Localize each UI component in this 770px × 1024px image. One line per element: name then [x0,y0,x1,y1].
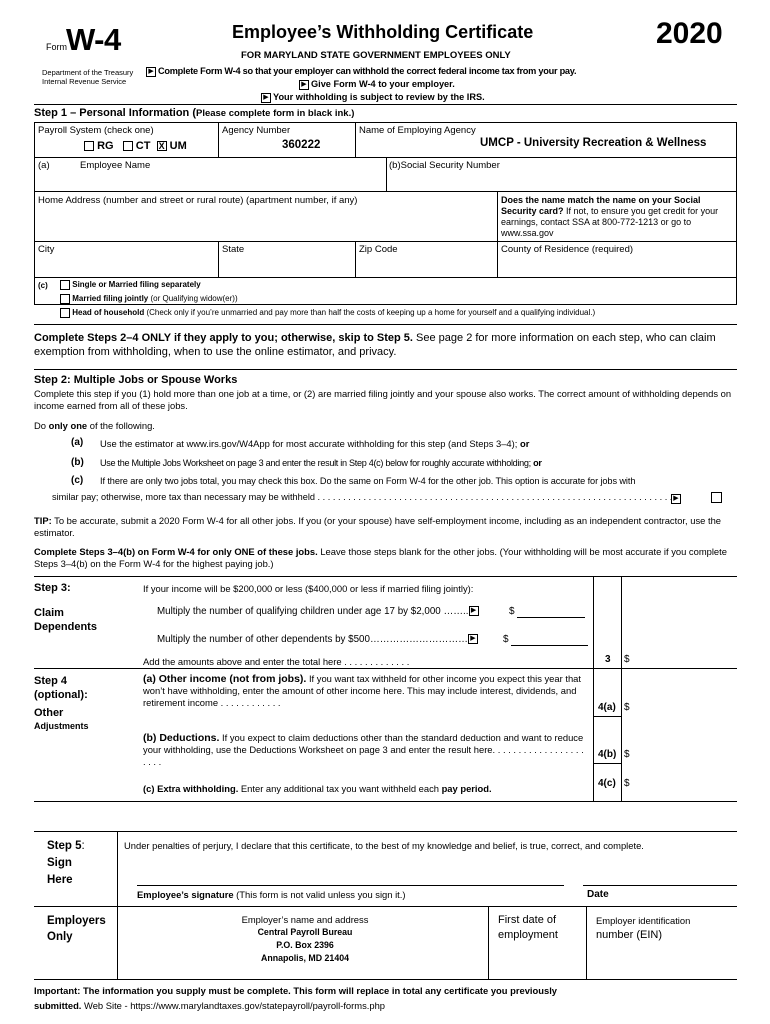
step4b-body: If you expect to claim deductions other than the standard deduction and want to reduce your withholding, use the Deductions Worksheet on page 3 and enter the result here. . . . . . . . . . . . . . . . . . . . . . [143,732,584,767]
step5-label-text: Step 5 [47,840,82,852]
step4c-line: 4(c) [598,778,616,789]
step1-heading-note: Please complete form in black ink.) [195,108,355,119]
checkbox-married[interactable] [60,294,70,304]
step3-sub2: Dependents [34,621,97,633]
others-amount-line[interactable] [511,645,588,646]
grid-line [488,906,489,979]
steps-intro-bold: Complete Steps 2–4 ONLY if they apply to you; otherwise, skip to Step 5. [34,332,413,344]
arrow-icon: ▶ [468,634,478,644]
state-label: State [222,244,245,255]
ssn-note [501,195,733,239]
city-label: City [38,244,55,255]
tip-bold: TIP: [34,515,52,526]
filing-married-label: Married filing jointly [72,294,149,304]
section-rule [34,831,737,832]
step2-heading: Step 2: Multiple Jobs or Spouse Works [34,374,238,386]
only-label: Only [47,931,73,943]
grid-line [34,277,737,278]
rule [593,763,622,764]
grid-line [586,906,587,979]
footer-submitted: submitted. [34,1000,82,1011]
step5-colon: : [81,840,85,852]
ein-label [596,914,690,942]
instruction-3-text: Your withholding is subject to review by the IRS. [273,92,485,102]
steps34-text: Leave those steps blank for the other jobs. (Your withholding will be most accurate if you complete Steps 3–4(b) on the Form W-4 for the highest paying job.) [34,546,727,569]
signature-line[interactable] [137,885,564,886]
filing-head-label: Head of household [72,308,145,318]
tip [34,515,739,539]
ein-line1: Employer identification [596,915,691,926]
section-rule [34,324,737,325]
employer-address-line2: P.O. Box 2396 [276,940,334,950]
grid-line [218,122,219,157]
arrow-icon: ▶ [469,606,479,616]
tip-text: To be accurate, submit a 2020 Form W-4 for all other jobs. If you (or your spouse) have self-employment income, including as an independent contractor, use the estimator. [34,515,721,538]
section-rule [34,668,737,669]
home-address-label: Home Address (number and street or rural route) (apartment number, if any) [38,195,358,206]
employing-agency-value[interactable]: UMCP - University Recreation & Wellness [480,137,707,149]
step4c-dollar[interactable]: $ [624,778,630,789]
step3-sub1: Claim [34,607,64,619]
step4c-bold2: pay period. [441,783,492,794]
instruction-1 [146,66,576,77]
checkbox-ct[interactable] [123,141,133,151]
grid-line [497,191,498,277]
step3-dollar[interactable]: $ [624,654,630,665]
grid-line [355,122,356,157]
steps-intro-text: See page 2 for more information on each step, who can claim exemption from withholding, when to use the online estimator, and privacy. [34,332,716,358]
employers-label: Employers [47,915,106,927]
step4-optional: (optional): [34,689,88,701]
arrow-icon: ▶ [146,67,156,77]
step4c-bold: (c) Extra withholding. [143,783,239,794]
option-c-arrow [671,490,683,508]
option-c-line1: If there are only two jobs total, you may check this box. Do the same on Form W-4 for the other job. This option is accurate for jobs with [100,476,636,486]
department-line2: Internal Revenue Service [42,77,127,86]
ssn-label: Social Security Number [400,160,500,171]
section-rule [34,369,737,370]
section-rule [34,801,737,802]
ssn-note-text: If not, to ensure you get credit for your earnings, contact SSA at 800-772-1213 or go to www.ssa.gov [501,206,719,238]
payroll-system-label: Payroll System (check one) [38,125,154,136]
filing-head-note: (Check only if you’re unmarried and pay more than half the costs of keeping up a home for yourself and a qualifying individual.) [146,308,596,318]
signature-label-bold: Employee’s signature [137,889,234,900]
do-only-pre: Do [34,420,49,431]
step3-children [157,606,481,617]
agency-number-label: Agency Number [222,125,291,136]
ssn-field [389,160,500,171]
filing-single-label: Single or Married filing separately [72,280,201,290]
footer-line1: Important: The information you supply must be complete. This form will replace in total any certificate you previously [34,985,558,996]
step4-adjustments: Adjustments [34,721,89,731]
first-date-line2: employment [498,929,558,941]
section-rule [34,576,737,577]
footer-note [34,983,739,1013]
amount-col-line [593,576,594,801]
step5-here: Here [47,874,73,886]
grid-line [117,831,118,979]
option-b [100,458,542,468]
arrow-icon: ▶ [299,80,309,90]
step3-income: If your income will be $200,000 or less ($400,000 or less if married filing jointly): [143,583,474,594]
option-a-text: Use the estimator at www.irs.gov/W4App for most accurate withholding for this step (and Steps 3–4); [100,438,518,449]
checkbox-rg[interactable] [84,141,94,151]
date-line[interactable] [583,885,737,886]
children-amount-line[interactable] [517,617,585,618]
step4a-line: 4(a) [598,702,616,713]
instruction-2-text: Give Form W-4 to your employer. [311,79,455,89]
step3-others [157,634,480,645]
children-dollar: $ [509,606,515,617]
filing-single [60,280,201,290]
step4c-text [143,783,492,794]
first-date-label [498,913,558,943]
option-a [100,438,529,449]
checkbox-single[interactable] [60,280,70,290]
option-um-label: UM [169,140,187,152]
filing-head [60,308,595,318]
step4b-line: 4(b) [598,749,617,760]
employer-address [124,913,486,965]
children-text: Multiply the number of qualifying children under age 17 by $2,000 …….. [157,606,469,617]
step4a-body: If you want tax withheld for other income you expect this year that won’t have withholding, enter the amount of other income here. This may include interest, dividends, and retirement income . . . . . . . . . . . . [143,673,581,708]
do-only-post: of the following. [87,420,155,431]
step4b-dollar[interactable]: $ [624,749,630,760]
footer-line2 [34,998,739,1013]
step2-description: Complete this step if you (1) hold more than one job at a time, or (2) are married filing jointly and your spouse also works. The correct amount of withholding depends on income earned from all of these jobs. [34,388,732,411]
zip-label: Zip Code [359,244,398,255]
amount-col-line [621,576,622,801]
step4-other: Other [34,707,64,719]
step3-label: Step 3: [34,582,71,594]
form-title: Employee’s Withholding Certificate [232,22,534,42]
county-label: County of Residence (required) [501,244,634,255]
instruction-3 [261,92,485,103]
form-label: Form [46,42,67,52]
form-name: W-4 [66,22,121,57]
step1-heading-text: Step 1 – Personal Information ( [34,107,196,119]
step5-title [47,838,85,855]
option-c-line2 [52,492,672,502]
section-rule [34,906,737,907]
footer-website[interactable]: Web Site - https://www.marylandtaxes.gov/statepayroll/payroll-forms.php [84,1000,386,1011]
b-label: (b) [389,160,401,171]
grid-line [34,191,737,192]
option-rg-label: RG [97,140,114,152]
header-rule [34,104,737,105]
step4-label-text: Step 4 [34,675,68,687]
section-rule [34,979,737,980]
step5-label [47,838,85,889]
employer-address-label: Employer’s name and address [241,914,369,925]
steps34-note [34,546,739,570]
ein-line2: number (EIN) [596,929,663,941]
step3-line-number: 3 [605,654,611,665]
arrow-icon: ▶ [261,93,271,103]
step5-sign: Sign [47,857,72,869]
signature-label [137,889,406,900]
filing-married-note: (or Qualifying widow(er)) [150,294,238,304]
step3-total: Add the amounts above and enter the total here . . . . . . . . . . . . . [143,656,410,667]
option-c-label: (c) [71,475,84,486]
c-label: (c) [38,281,48,290]
department-line1: Department of the Treasury [42,68,134,77]
step4b-text [143,732,588,768]
grid-line [218,241,219,277]
checkbox-two-jobs[interactable] [711,489,722,507]
step4c-body: Enter any additional tax you want withheld each [240,783,439,794]
step1-heading [34,107,354,119]
option-a-label: (a) [71,437,84,448]
others-text: Multiply the number of other dependents by $500………………………… [157,634,468,645]
steps-intro [34,331,739,359]
form-subtitle: FOR MARYLAND STATE GOVERNMENT EMPLOYEES ONLY [241,50,511,61]
department [42,68,133,86]
step4b-bold: (b) Deductions. [143,732,220,744]
checkbox-um[interactable]: X [158,141,165,152]
grid-line [355,241,356,277]
grid-line [34,241,737,242]
option-a-or: or [519,438,530,449]
perjury-statement: Under penalties of perjury, I declare that this certificate, to the best of my knowledge and belief, is true, correct, and complete. [124,840,644,851]
signature-label-note: (This form is not valid unless you sign it.) [236,889,406,900]
arrow-icon: ▶ [671,494,681,504]
employer-address-line1: Central Payroll Bureau [257,927,353,937]
checkbox-two-jobs-box[interactable] [711,492,722,503]
grid-line [386,157,387,191]
employee-name-label: Employee Name [80,160,151,171]
option-c-dots: . . . . . . . . . . . . . . . . . . . . . . . . . . . . . . . . . . . . . . . . . . . . . . . . . . . . . . . . . . . . . . . . . . . . . . [314,492,672,502]
employers-only [47,913,106,945]
instruction-1-text: Complete Form W-4 so that your employer can withhold the correct federal income tax from your pay. [158,66,577,76]
employer-address-line3: Annapolis, MD 21404 [261,953,349,963]
filing-married [60,294,238,304]
step4a-text [143,673,588,709]
do-only-bold: only one [48,420,88,431]
checkbox-head-household[interactable] [60,308,70,318]
option-b-label: (b) [71,457,84,468]
rule [593,716,622,717]
date-label: Date [587,889,609,900]
a-label: (a) [38,160,50,171]
step4a-bold: (a) Other income (not from jobs). [143,673,307,685]
step3-sub [34,606,97,634]
first-date-line1: First date of [498,914,557,926]
form-year: 2020 [656,17,723,50]
payroll-options [84,140,187,152]
do-only-one [34,420,155,431]
option-c-text2: similar pay; otherwise, more tax than necessary may be withheld [52,492,315,502]
employing-agency-label: Name of Employing Agency [359,125,476,136]
step4-label [34,674,88,702]
ssn-note-bold: Does the name match the name on your Social Security card? [501,195,701,216]
option-b-or: or [533,458,542,468]
instruction-2 [299,79,455,90]
others-dollar: $ [503,634,509,645]
steps34-bold: Complete Steps 3–4(b) on Form W-4 for only ONE of these jobs. [34,546,318,557]
step4a-dollar[interactable]: $ [624,702,630,713]
option-b-text: Use the Multiple Jobs Worksheet on page 3 and enter the result in Step 4(c) below for roughly accurate withholding; [100,458,531,468]
option-ct-label: CT [135,140,151,152]
agency-number-value[interactable]: 360222 [282,139,321,151]
